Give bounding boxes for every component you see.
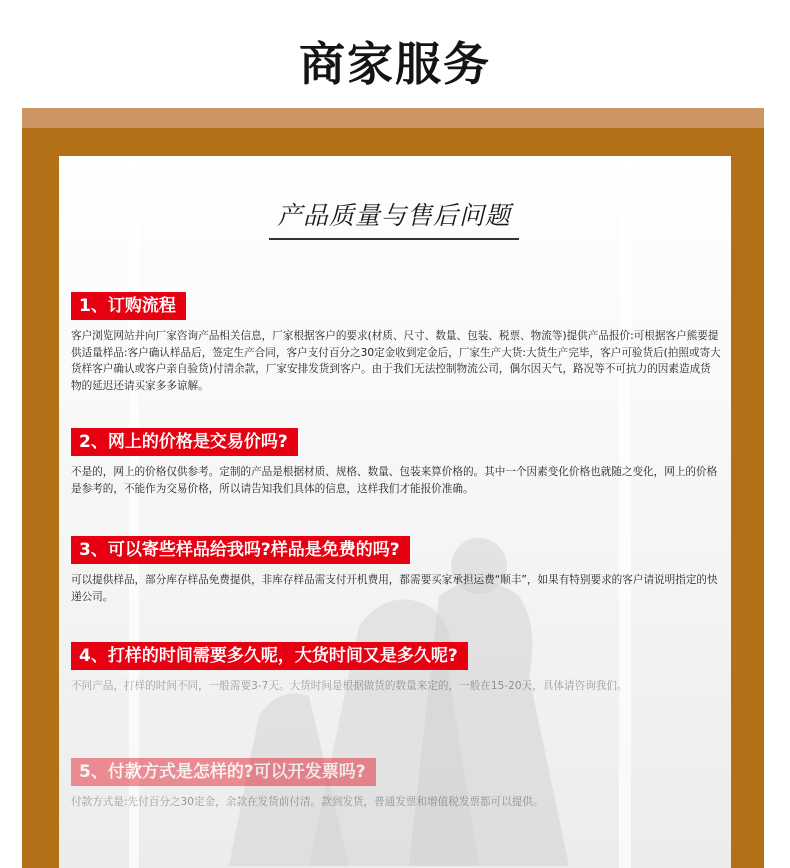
faq-section-3	[71, 536, 721, 605]
faq-section-text: 不同产品，打样的时间不同，一般需要3-7天。大货时间是根据做货的数量来定的，一般在15-20天，具体请咨询我们。	[71, 680, 628, 692]
frame-top-band	[22, 108, 764, 128]
faq-heading: 产品质量与售后问题	[276, 201, 511, 230]
faq-section-4	[71, 642, 721, 695]
faq-section-title: 4、打样的时间需要多久呢，大货时间又是多久呢?	[71, 642, 468, 670]
faq-section-text: 可以提供样品，部分库存样品免费提供，非库存样品需支付开机费用，都需要买家承担运费“顺丰”，如果有特别要求的客户请说明指定的快递公司。	[71, 574, 718, 603]
page-title: 商家服务	[299, 37, 491, 91]
heading-underline	[269, 238, 519, 240]
faq-section-title: 1、订购流程	[71, 292, 186, 320]
faq-section-text: 客户浏览网站并向厂家咨询产品相关信息，厂家根据客户的要求(材质、尺寸、数量、包装、税票、物流等)提供产品报价:可根据客户熊要提供适量样品:客户确认样品后，签定生产合同，客户支付百分之30定金收到定金后，厂家生产大货:大货生产完毕，客户可验货后(拍照或寄大货样客户确认或客户亲自验货)付清余款，厂家安排发货到客户。由于我们无法控制物流公司，偶尔因天气，路况等不可抗力的因素造成货物的延迟还请买家多多谅解。	[71, 330, 721, 392]
heading-block	[269, 196, 519, 232]
faq-section-5	[71, 758, 721, 811]
faq-panel	[59, 156, 731, 868]
faq-section-title: 2、网上的价格是交易价吗?	[71, 428, 298, 456]
faq-section-1	[71, 292, 721, 394]
faq-section-text: 付款方式是:先付百分之30定金，余款在发货前付清。款到发货，普通发票和增值税发票都可以提供。	[71, 796, 544, 808]
faq-section-title: 3、可以寄些样品给我吗?样品是免费的吗?	[71, 536, 410, 564]
faq-section-2	[71, 428, 721, 497]
faq-section-title: 5、付款方式是怎样的?可以开发票吗?	[71, 758, 376, 786]
faq-section-text: 不是的，网上的价格仅供参考。定制的产品是根据材质、规格、数量、包装来算价格的。其中一个因素变化价格也就随之变化，网上的价格是参考的，不能作为交易价格，所以请告知我们具体的信息，这样我们才能报价准确。	[71, 466, 718, 495]
content-frame	[22, 108, 764, 868]
